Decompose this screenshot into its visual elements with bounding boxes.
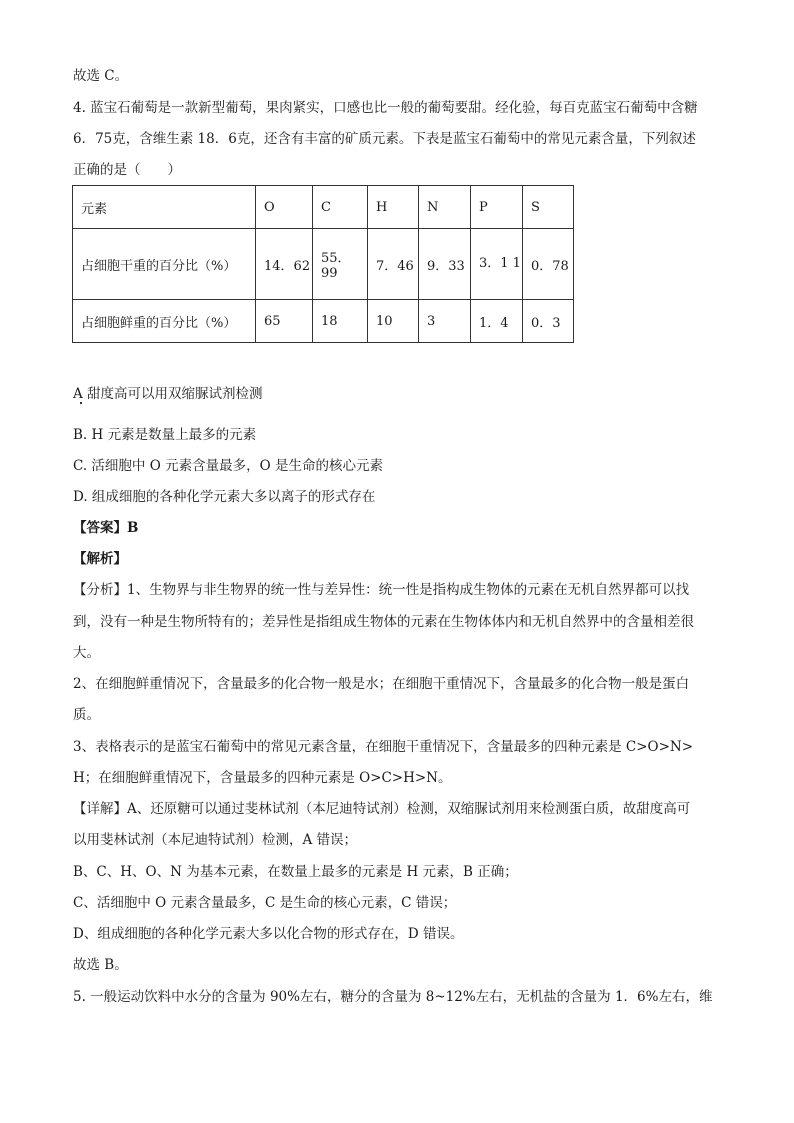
analysis-heading: 【解析】 [73,551,127,567]
detail-2: B、C、H、O、N 为基本元素，在数量上最多的元素是 H 元素，B 正确； [73,864,518,880]
table-header-row [73,186,574,229]
detail-1-line-1: 【详解】A、还原糖可以通过斐林试剂（本尼迪特试剂）检测，双缩脲试剂用来检测蛋白质，故甜度高可 [73,801,691,817]
table-cell: 0．3 [523,300,574,343]
table-cell: 9．33 [419,229,471,300]
analysis-2-line-1: 2、在细胞鲜重情况下，含量最多的化合物一般是水；在细胞干重情况下，含量最多的化合物一般是蛋白 [73,676,690,692]
table-cell: 3 [419,300,471,343]
analysis-3-line-2: H；在细胞鲜重情况下，含量最多的四种元素是 O>C>H>N。 [73,770,452,786]
table-cell: 占细胞干重的百分比（%） [73,229,256,300]
table-cell: O [256,186,313,229]
conclusion-line: 故选 B。 [73,957,128,973]
table-cell: 元素 [73,186,256,229]
answer-line: 【答案】B [73,520,139,536]
table-row [73,300,574,343]
question-5-line-1: 5. 一般运动饮料中水分的含量为 90%左右，糖分的含量为 8~12%左右，无机盐的含量为 1．6%左右，维 [73,989,713,1005]
table-cell: 14．62 [256,229,313,300]
table-row [73,229,574,300]
option-a: A 甜度高可以用双缩脲试剂检测 [73,386,263,402]
analysis-1-line-3: 大。 [73,645,100,661]
table-cell: 0．78 [523,229,574,300]
question-4-line-2: 6．75克，含维生素 18．6克，还含有丰富的矿质元素。下表是蓝宝石葡萄中的常见元素含量，下列叙述 [73,131,696,147]
table-cell: 7．46 [368,229,419,300]
element-content-table [72,185,574,343]
table-cell: 占细胞鲜重的百分比（%） [73,300,256,343]
table-cell: S [523,186,574,229]
analysis-1-line-1: 【分析】1、生物界与非生物界的统一性与差异性：统一性是指构成生物体的元素在无机自然界都可以找 [73,582,690,598]
analysis-2-line-2: 质。 [73,707,100,723]
table-cell: 65 [256,300,313,343]
option-b: B. H 元素是数量上最多的元素 [73,427,257,443]
question-4-line-3: 正确的是（ ） [73,162,181,178]
detail-4: D、组成细胞的各种化学元素大多以化合物的形式存在，D 错误。 [73,926,464,942]
table-cell: P [471,186,523,229]
detail-3: C、活细胞中 O 元素含量最多，C 是生命的核心元素，C 错误； [73,895,457,911]
table-cell: C [313,186,368,229]
text-line: 故选 C。 [73,68,129,84]
question-4-line-1: 4. 蓝宝石葡萄是一款新型葡萄，果肉紧实，口感也比一般的葡萄要甜。经化验，每百克蓝宝石葡萄中含糖 [73,100,698,116]
option-c: C. 活细胞中 O 元素含量最多，O 是生命的核心元素 [73,458,383,474]
table-cell: N [419,186,471,229]
table-cell: 3．1 1 [471,229,523,300]
analysis-3-line-1: 3、表格表示的是蓝宝石葡萄中的常见元素含量，在细胞干重情况下，含量最多的四种元素是 C>O>N> [73,739,694,755]
table-cell: 1．4 [471,300,523,343]
table-cell: 55．99 [313,229,368,300]
decorative-dot [80,402,82,404]
detail-1-line-2: 以用斐林试剂（本尼迪特试剂）检测，A 错误； [73,832,358,848]
option-d: D. 组成细胞的各种化学元素大多以离子的形式存在 [73,489,376,505]
table-cell: 18 [313,300,368,343]
table-cell: 10 [368,300,419,343]
analysis-1-line-2: 到，没有一种是生物所特有的；差异性是指组成生物体的元素在生物体体内和无机自然界中的含量相差很 [73,614,694,630]
table-cell: H [368,186,419,229]
